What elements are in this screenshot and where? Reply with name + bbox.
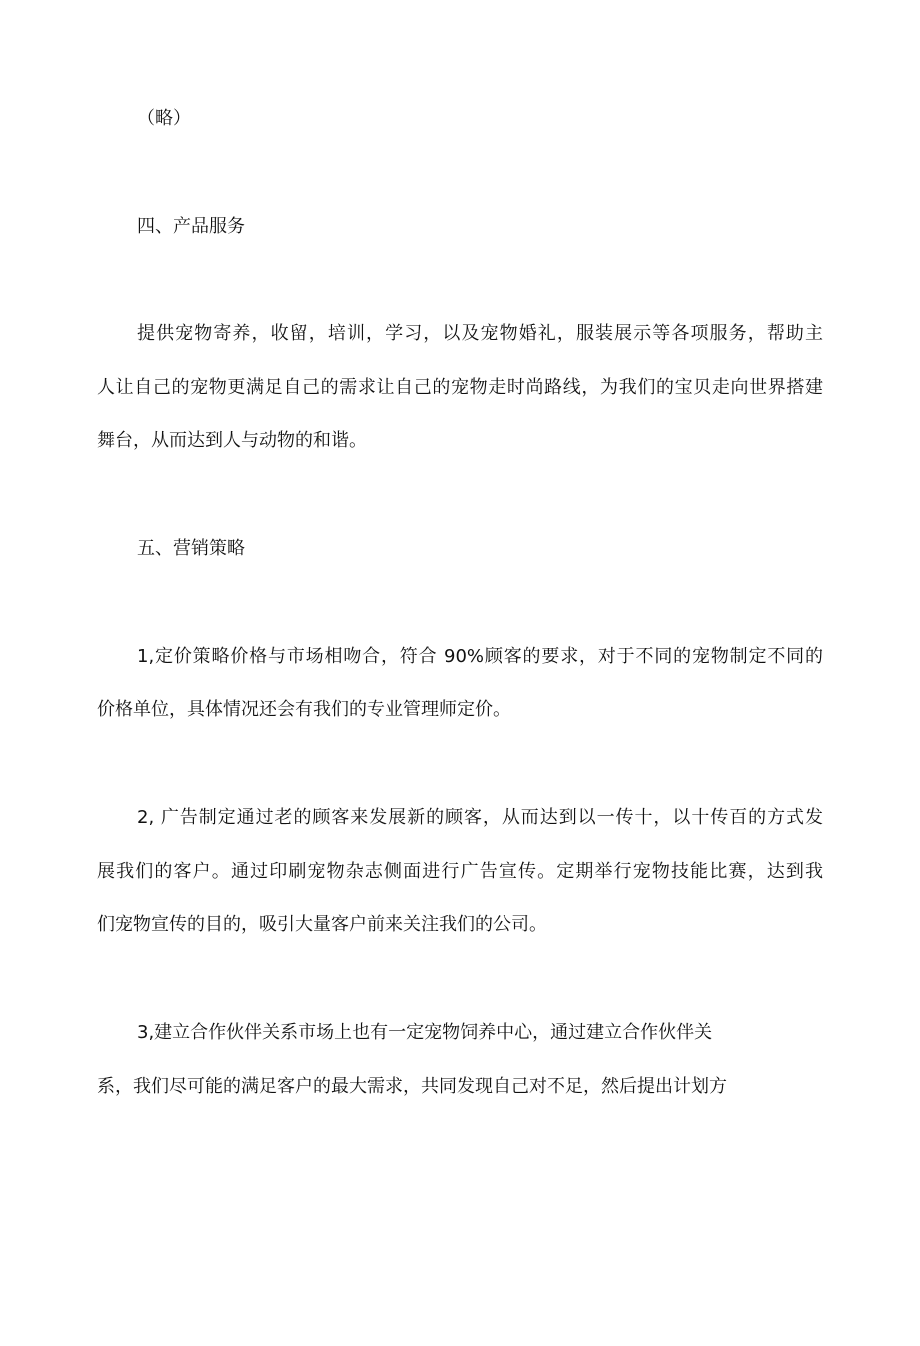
paragraph-line: 们宠物宣传的目的，吸引大量客户前来关注我们的公司。 [97,914,547,935]
paragraph-line: 2, 广告制定通过老的顾客来发展新的顾客，从而达到以一传十，以十传百的方式发 [137,807,823,828]
paragraph-line: 系，我们尽可能的满足客户的最大需求，共同发现自己对不足，然后提出计划方 [97,1076,727,1097]
paragraph-line: 提供宠物寄养，收留，培训，学习，以及宠物婚礼，服装展示等各项服务，帮助主 [137,323,823,344]
paragraph-line: 价格单位，具体情况还会有我们的专业管理师定价。 [97,699,511,720]
paragraph-line: 展我们的客户。通过印刷宠物杂志侧面进行广告宣传。定期举行宠物技能比赛，达到我 [97,861,823,882]
omitted-note: （略） [137,108,191,129]
section-heading-marketing-strategy: 五、营销策略 [137,538,245,559]
paragraph-line: 3,建立合作伙伴关系市场上也有一定宠物饲养中心，通过建立合作伙伴关 [137,1022,713,1043]
paragraph-line: 1,定价策略价格与市场相吻合，符合 90%顾客的要求，对于不同的宠物制定不同的 [137,646,823,667]
paragraph-line: 舞台，从而达到人与动物的和谐。 [97,430,367,451]
paragraph-line: 人让自己的宠物更满足自己的需求让自己的宠物走时尚路线，为我们的宝贝走向世界搭建 [97,377,823,398]
section-heading-product-service: 四、产品服务 [137,216,245,237]
